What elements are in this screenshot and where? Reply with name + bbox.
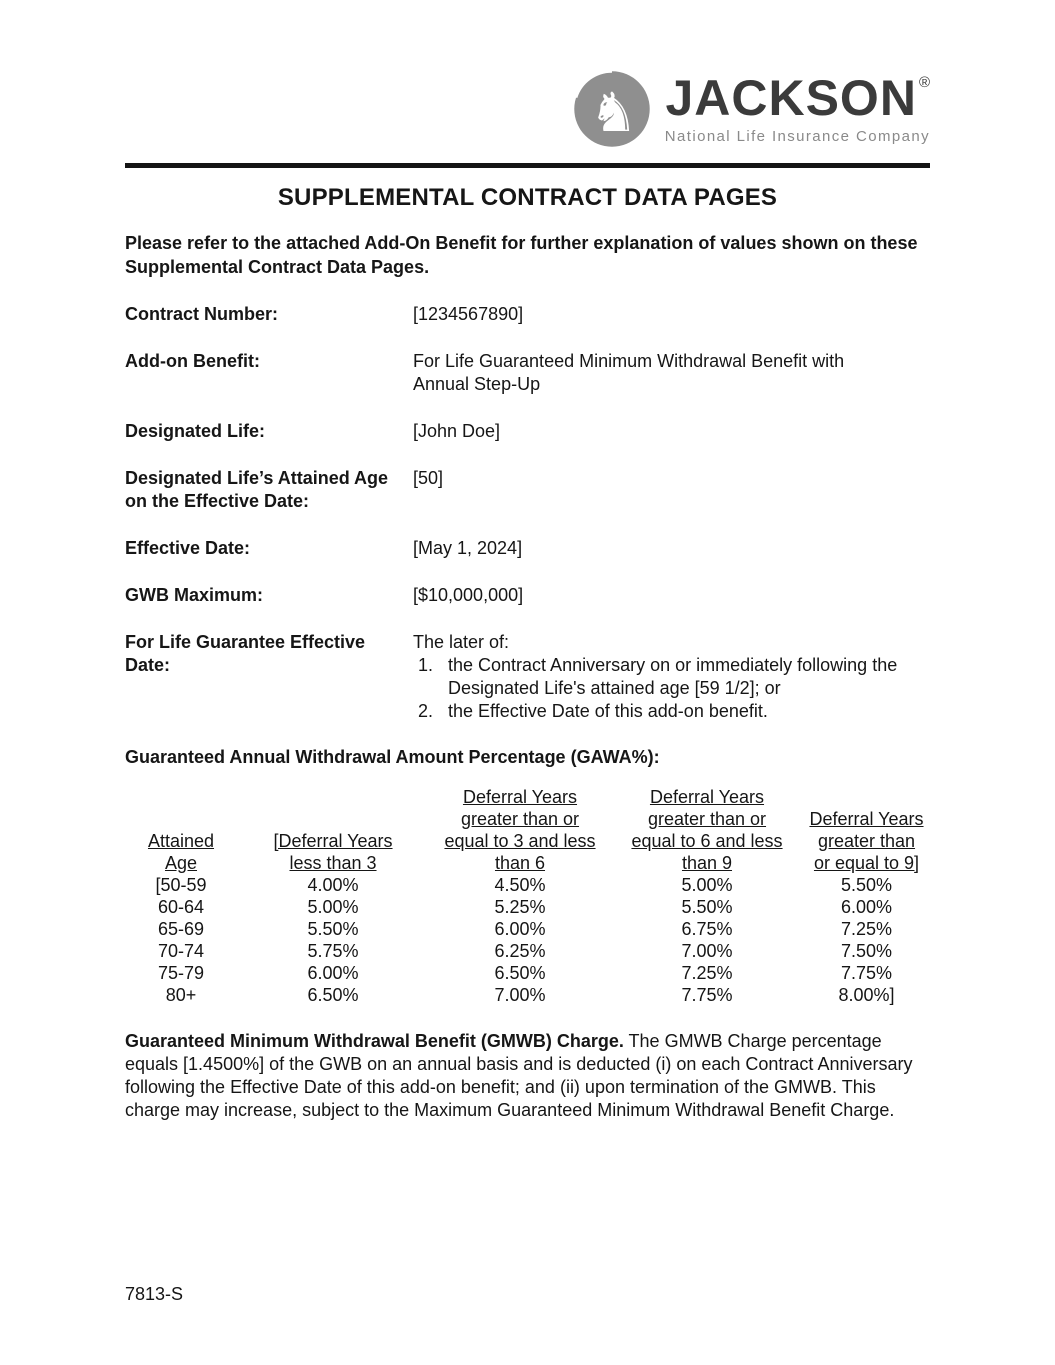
table-row [125,962,930,984]
list-item-number: 2. [418,701,434,721]
field-value: [1234567890] [413,304,524,324]
table-header-cell: Deferral Years greater than or equal to 6 and less than 9 [631,787,783,873]
table-cell: 7.75% [681,985,733,1005]
page-header [125,68,930,150]
list-item [413,700,930,723]
table-cell: 6.00% [840,897,893,917]
field-value: [John Doe] [413,421,501,441]
table-cell: 4.50% [494,875,546,895]
table-row [125,874,930,896]
table-cell: 5.50% [307,919,359,939]
gawa-heading: Guaranteed Annual Withdrawal Amount Percentage (GAWA%): [125,747,660,767]
field-row-gwb-maximum [125,584,930,607]
gmwb-charge-lead: Guaranteed Minimum Withdrawal Benefit (GMWB) Charge. [125,1031,624,1051]
table-cell: 5.00% [307,897,359,917]
table-cell: 5.00% [681,875,733,895]
table-cell: 8.00%] [838,985,895,1005]
table-cell: 6.75% [681,919,733,939]
table-cell: 65-69 [157,919,205,939]
table-header-cell: Deferral Years greater than or equal to 3 and less than 6 [444,787,596,873]
table-cell: 5.50% [681,897,733,917]
field-row-add-on-benefit [125,350,930,396]
field-label: Contract Number: [125,304,279,324]
brand-subtitle: National Life Insurance Company [664,128,930,145]
field-value: [$10,000,000] [413,585,524,605]
table-header-row [125,786,930,874]
table-row [125,896,930,918]
field-row-for-life-guarantee [125,631,930,723]
field-row-effective-date [125,537,930,560]
table-cell: 7.25% [840,919,893,939]
field-value: For Life Guaranteed Minimum Withdrawal Benefit with Annual Step-Up [413,351,845,394]
table-cell: 6.00% [307,963,359,983]
table-cell: 80+ [165,985,197,1005]
field-label: Effective Date: [125,538,251,558]
table-row [125,984,930,1006]
field-value [413,631,930,723]
intro-paragraph: Please refer to the attached Add-On Benefit for further explanation of values shown on these Supplemental Contract Data Pages. [125,233,918,277]
table-cell: 6.25% [494,941,546,961]
field-row-attained-age [125,467,930,513]
list-item-text: the Contract Anniversary on or immediately following the Designated Life's attained age [59 1/2]; or [448,655,898,698]
table-cell: 70-74 [157,941,205,961]
field-value: [May 1, 2024] [413,538,523,558]
table-cell: 4.00% [307,875,359,895]
table-header-cell: [Deferral Years less than 3 [273,831,393,873]
table-cell: 7.25% [681,963,733,983]
table-cell: 5.25% [494,897,546,917]
table-row [125,918,930,940]
contract-fields [125,303,930,723]
gawa-table [125,786,930,1006]
table-cell: 7.00% [681,941,733,961]
later-of-intro: The later of: [413,632,510,652]
divider-rule [125,163,930,168]
field-label: Designated Life: [125,421,266,441]
gmwb-charge-paragraph [125,1030,930,1122]
gmwb-charge-body: The GMWB Charge percentage equals [1.4500%] of the GWB on an annual basis and is deducted (i) on each Contract Anniversary following the Effective Date of this add-on benefit; and (ii) upon termination of the GMWB. This charge may increase, subject to the Maximum Guaranteed Minimum Withdrawal Benefit Charge. [125,1031,913,1120]
table-cell: 5.50% [840,875,893,895]
jackson-logo [571,68,930,150]
table-row [125,940,930,962]
table-cell: 60-64 [157,897,205,917]
list-item [413,654,930,700]
table-cell: [50-59 [155,875,207,895]
svg-text:♞: ♞ [589,81,638,145]
registered-trademark-icon: ® [918,74,930,91]
field-row-contract-number [125,303,930,326]
brand-block [664,70,930,145]
field-label: GWB Maximum: [125,585,264,605]
table-cell: 6.00% [494,919,546,939]
list-item-number: 1. [418,655,434,675]
field-label: For Life Guarantee Effective Date: [125,632,366,675]
table-cell: 6.50% [494,963,546,983]
page-title: SUPPLEMENTAL CONTRACT DATA PAGES [277,184,778,211]
table-cell: 7.00% [494,985,546,1005]
table-cell: 6.50% [307,985,359,1005]
field-value: [50] [413,468,444,488]
table-cell: 5.75% [307,941,359,961]
form-number: 7813-S [125,1284,184,1304]
horse-head-icon [571,68,653,150]
table-cell: 7.50% [840,941,893,961]
table-header-cell: Attained Age [147,831,215,873]
brand-name: JACKSON [665,70,917,126]
list-item-text: the Effective Date of this add-on benefit. [448,701,768,721]
field-row-designated-life [125,420,930,443]
table-header-cell: Deferral Years greater than or equal to 9] [809,809,924,873]
table-cell: 7.75% [840,963,893,983]
field-label: Designated Life’s Attained Age on the Effective Date: [125,468,389,511]
table-cell: 75-79 [157,963,205,983]
field-label: Add-on Benefit: [125,351,260,371]
